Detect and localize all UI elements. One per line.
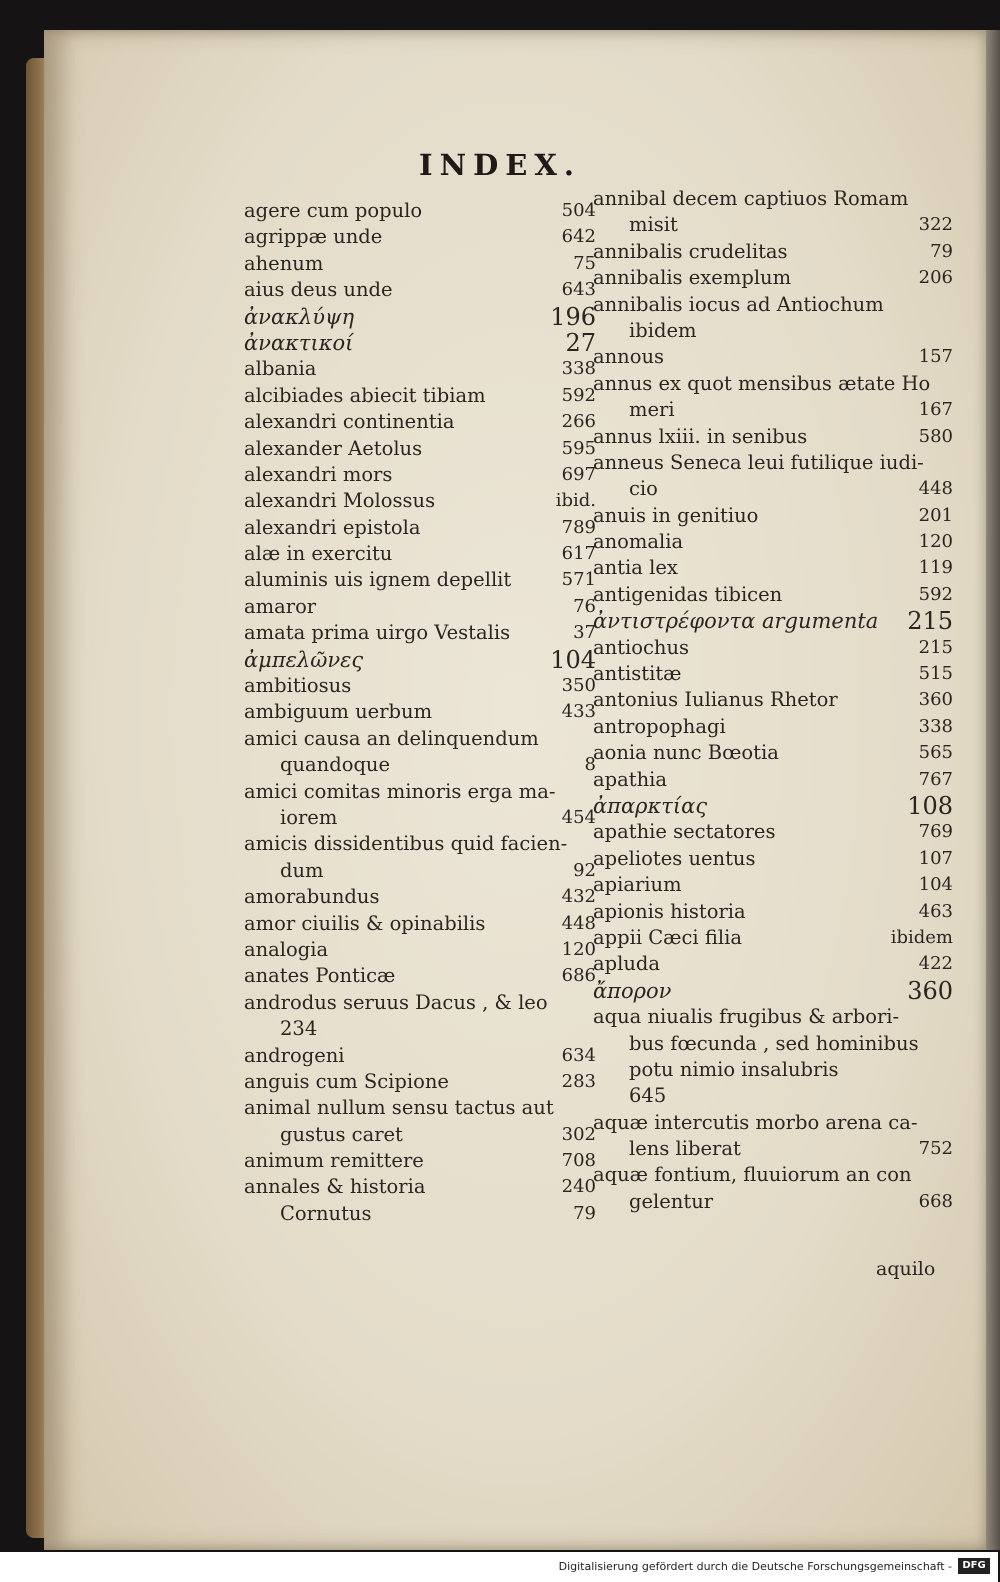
index-entry	[593, 1004, 953, 1030]
index-entry	[244, 647, 596, 673]
index-column-left	[244, 198, 596, 1227]
page-reference: 157	[918, 346, 953, 368]
index-entry	[593, 899, 953, 925]
index-entry	[593, 687, 953, 713]
page-reference: 92	[573, 859, 596, 881]
index-term: androdus seruus Dacus , & leo	[244, 990, 548, 1014]
page-header: INDEX.	[419, 148, 581, 182]
index-entry	[593, 1162, 953, 1188]
page-reference: 580	[918, 425, 953, 447]
index-term: apiarium	[593, 873, 682, 897]
index-entry	[244, 436, 596, 462]
index-entry	[593, 344, 953, 370]
index-entry	[244, 1174, 596, 1200]
page-reference: 634	[561, 1044, 596, 1066]
index-term: anneus Seneca leui futilique iudi-	[593, 450, 924, 474]
digitization-footer	[0, 1552, 998, 1582]
index-entry	[593, 978, 953, 1004]
index-entry	[593, 476, 953, 502]
index-entry	[244, 805, 596, 831]
index-entry	[593, 555, 953, 581]
index-term: meri	[629, 398, 675, 422]
index-term: annibalis exemplum	[593, 266, 792, 290]
index-entry	[593, 371, 953, 397]
page-reference: 454	[561, 806, 596, 828]
index-entry	[593, 661, 953, 687]
index-term: apathia	[593, 767, 667, 791]
index-entry	[244, 251, 596, 277]
index-term: aius deus unde	[244, 278, 393, 302]
index-term: anomalia	[593, 530, 684, 554]
index-entry	[244, 488, 596, 514]
index-term: annibalis crudelitas	[593, 239, 788, 263]
index-term: alexandri continentia	[244, 410, 455, 434]
page-reference: 215	[918, 636, 953, 658]
page-reference: 668	[918, 1190, 953, 1212]
page-reference: 338	[918, 715, 953, 737]
page-reference: 104	[550, 645, 596, 674]
page-reference: 215	[907, 607, 953, 636]
index-entry	[593, 1031, 953, 1057]
index-entry	[244, 673, 596, 699]
page-reference: 266	[561, 411, 596, 433]
index-entry	[593, 1083, 953, 1109]
index-term: alexander Aetolus	[244, 436, 423, 460]
page-reference: 360	[907, 976, 953, 1005]
page-reference: 104	[918, 874, 953, 896]
index-term: anuis in genitiuo	[593, 503, 759, 527]
index-entry	[593, 212, 953, 238]
index-term: animum remittere	[244, 1149, 424, 1173]
index-term: alæ in exercitu	[244, 542, 393, 566]
page-reference: 201	[918, 504, 953, 526]
page-reference: 240	[561, 1176, 596, 1198]
book-gutter-shadow	[986, 30, 1000, 1550]
index-entry	[593, 1189, 953, 1215]
index-term: ἀμπελῶνες	[244, 647, 364, 672]
index-term: apathie sectatores	[593, 820, 776, 844]
page-reference: 686	[561, 965, 596, 987]
page-reference: 448	[918, 478, 953, 500]
index-entry	[244, 304, 596, 330]
index-entry	[593, 582, 953, 608]
page-reference: 120	[561, 938, 596, 960]
index-entry	[244, 726, 596, 752]
page-reference: 595	[561, 437, 596, 459]
index-term: aqua niualis frugibus & arbori-	[593, 1005, 900, 1029]
dfg-logo: DFG	[958, 1558, 990, 1574]
index-term: iorem	[280, 805, 338, 829]
index-term: aluminis uis ignem depellit	[244, 568, 512, 592]
index-entry	[244, 858, 596, 884]
index-term: amici causa an delinquendum	[244, 726, 539, 750]
index-term: ambiguum uerbum	[244, 700, 433, 724]
index-term: aquæ intercutis morbo arena ca-	[593, 1110, 918, 1134]
index-entry	[593, 424, 953, 450]
index-term: apluda	[593, 952, 661, 976]
page-reference: 8	[584, 754, 596, 776]
index-term: gelentur	[629, 1189, 714, 1213]
index-entry	[244, 1043, 596, 1069]
page-reference: 448	[561, 912, 596, 934]
index-term: animal nullum sensu tactus aut	[244, 1096, 554, 1120]
index-entry	[244, 911, 596, 937]
index-term: amici comitas minoris erga ma-	[244, 779, 556, 803]
catchword: aquilo	[876, 1258, 936, 1280]
index-entry	[593, 1057, 953, 1083]
page-reference: 617	[561, 543, 596, 565]
index-term: quandoque	[280, 753, 391, 777]
page-reference: 592	[561, 384, 596, 406]
index-term: amata prima uirgo Vestalis	[244, 621, 511, 645]
index-term: ἄπορον	[593, 978, 672, 1003]
index-term: antia lex	[593, 556, 678, 580]
page-reference: 322	[918, 214, 953, 236]
index-term: annibalis iocus ad Antiochum	[593, 292, 884, 316]
page-reference: 283	[561, 1070, 596, 1092]
page-reference: 433	[561, 701, 596, 723]
index-term: gustus caret	[280, 1122, 403, 1146]
index-entry	[593, 793, 953, 819]
index-term: agere cum populo	[244, 199, 423, 222]
index-term: 234	[280, 1017, 318, 1041]
index-term: antonius Iulianus Rhetor	[593, 688, 838, 712]
index-entry	[593, 608, 953, 634]
index-term: antigenidas tibicen	[593, 582, 783, 606]
page-reference: 302	[561, 1123, 596, 1145]
index-entry	[244, 356, 596, 382]
index-term: aquæ fontium, fluuiorum an con	[593, 1163, 912, 1187]
page-reference: 107	[918, 847, 953, 869]
index-entry	[244, 224, 596, 250]
page-reference: 75	[573, 252, 596, 274]
index-entry	[244, 330, 596, 356]
page-reference: 643	[561, 279, 596, 301]
index-term: androgeni	[244, 1043, 345, 1067]
index-entry	[593, 767, 953, 793]
index-term: albania	[244, 357, 317, 381]
index-term: amor ciuilis & opinabilis	[244, 911, 486, 935]
index-term: misit	[629, 213, 678, 237]
index-entry	[593, 397, 953, 423]
index-entry	[244, 963, 596, 989]
index-entry	[244, 567, 596, 593]
page-reference: 571	[561, 569, 596, 591]
index-column-right	[593, 186, 953, 1215]
index-entry	[244, 990, 596, 1016]
index-term: ἀνακτικοί	[244, 330, 354, 355]
index-entry	[593, 872, 953, 898]
index-entry	[593, 265, 953, 291]
page-reference: 360	[918, 689, 953, 711]
page-reference: 752	[918, 1138, 953, 1160]
index-term: annus lxiii. in senibus	[593, 424, 808, 448]
page-reference: 167	[918, 399, 953, 421]
index-term: bus fœcunda , sed hominibus	[629, 1031, 919, 1055]
page-reference: 206	[918, 267, 953, 289]
page-reference: 565	[918, 742, 953, 764]
page-reference: 789	[561, 516, 596, 538]
page-reference: 76	[573, 595, 596, 617]
page-reference: 37	[573, 622, 596, 644]
index-term: Cornutus	[280, 1201, 372, 1225]
index-term: alexandri Molossus	[244, 489, 436, 513]
page-reference: 432	[561, 886, 596, 908]
index-entry	[593, 635, 953, 661]
page-reference: 642	[561, 226, 596, 248]
index-term: lens liberat	[629, 1137, 741, 1161]
index-term: aonia nunc Bœotia	[593, 741, 779, 765]
index-term: 645	[629, 1084, 667, 1108]
index-entry	[593, 318, 953, 344]
index-entry	[244, 1201, 596, 1227]
index-term: ambitiosus	[244, 674, 352, 698]
index-entry	[593, 846, 953, 872]
index-entry	[593, 951, 953, 977]
page-reference: 196	[550, 302, 596, 331]
index-entry	[593, 740, 953, 766]
index-entry	[244, 515, 596, 541]
page-reference: 515	[918, 663, 953, 685]
index-entry	[244, 884, 596, 910]
index-term: agrippæ unde	[244, 225, 383, 249]
index-term: analogia	[244, 937, 329, 961]
index-entry	[593, 529, 953, 555]
index-entry	[593, 292, 953, 318]
index-entry	[593, 819, 953, 845]
index-entry	[244, 937, 596, 963]
page-reference: 769	[918, 821, 953, 843]
index-entry	[593, 1136, 953, 1162]
index-term: anguis cum Scipione	[244, 1069, 449, 1093]
index-term: alcibiades abiecit tibiam	[244, 383, 486, 407]
index-term: ahenum	[244, 251, 324, 275]
page-reference: ibid.	[555, 490, 596, 512]
page-reference: 338	[561, 358, 596, 380]
index-entry	[244, 277, 596, 303]
index-term: apeliotes uentus	[593, 846, 756, 870]
page-reference: 592	[918, 583, 953, 605]
index-entry	[244, 779, 596, 805]
page-reference: 119	[918, 557, 953, 579]
index-entry	[593, 925, 953, 951]
page-reference: 697	[561, 463, 596, 485]
index-term: amorabundus	[244, 885, 380, 909]
index-entry	[593, 503, 953, 529]
index-term: anates Ponticæ	[244, 964, 396, 988]
index-term: annous	[593, 345, 665, 369]
index-entry	[593, 186, 953, 212]
index-term: antiochus	[593, 635, 690, 659]
index-term: antropophagi	[593, 714, 726, 738]
page-reference: 120	[918, 531, 953, 553]
index-entry	[244, 1148, 596, 1174]
page-reference: 350	[561, 675, 596, 697]
index-term: cio	[629, 477, 658, 501]
index-term: annibal decem captiuos Romam	[593, 187, 909, 210]
index-entry	[593, 450, 953, 476]
index-entry	[244, 831, 596, 857]
index-term: ἀπαρκτίας	[593, 793, 708, 818]
index-entry	[593, 239, 953, 265]
page-reference: 422	[918, 953, 953, 975]
index-entry	[244, 198, 596, 224]
page-reference: 708	[561, 1150, 596, 1172]
index-entry	[244, 383, 596, 409]
index-term: ἀντιστρέφοντα argumenta	[593, 609, 879, 634]
index-term: alexandri epistola	[244, 515, 421, 539]
index-term: ἀνακλύψη	[244, 304, 355, 329]
index-entry	[593, 1110, 953, 1136]
page-reference: 27	[565, 328, 596, 357]
index-entry	[244, 620, 596, 646]
index-term: apionis historia	[593, 899, 746, 923]
index-term: amicis dissidentibus quid facien-	[244, 832, 568, 856]
index-entry	[593, 714, 953, 740]
index-entry	[244, 541, 596, 567]
index-entry	[244, 1016, 596, 1042]
page-reference: 504	[561, 200, 596, 221]
index-term: potu nimio insalubris	[629, 1057, 839, 1081]
index-term: amaror	[244, 594, 317, 618]
index-term: antistitæ	[593, 662, 682, 686]
index-entry	[244, 462, 596, 488]
page-reference: 108	[907, 791, 953, 820]
index-term: alexandri mors	[244, 462, 393, 486]
footer-credit: Digitalisierung gefördert durch die Deutsche Forschungsgemeinschaft -	[558, 1560, 952, 1573]
page-reference: ibidem	[890, 926, 953, 948]
index-entry	[244, 699, 596, 725]
index-entry	[244, 1122, 596, 1148]
page-reference: 79	[930, 240, 953, 262]
index-term: dum	[280, 858, 324, 882]
index-term: annales & historia	[244, 1175, 426, 1199]
page-reference: 463	[918, 900, 953, 922]
index-entry	[244, 1095, 596, 1121]
index-term: ibidem	[629, 318, 697, 342]
index-term: annus ex quot mensibus ætate Ho	[593, 371, 931, 395]
index-entry	[244, 409, 596, 435]
index-entry	[244, 752, 596, 778]
page-reference: 79	[573, 1202, 596, 1224]
index-term: appii Cæci filia	[593, 925, 742, 949]
index-entry	[244, 1069, 596, 1095]
page-reference: 767	[918, 768, 953, 790]
index-entry	[244, 594, 596, 620]
